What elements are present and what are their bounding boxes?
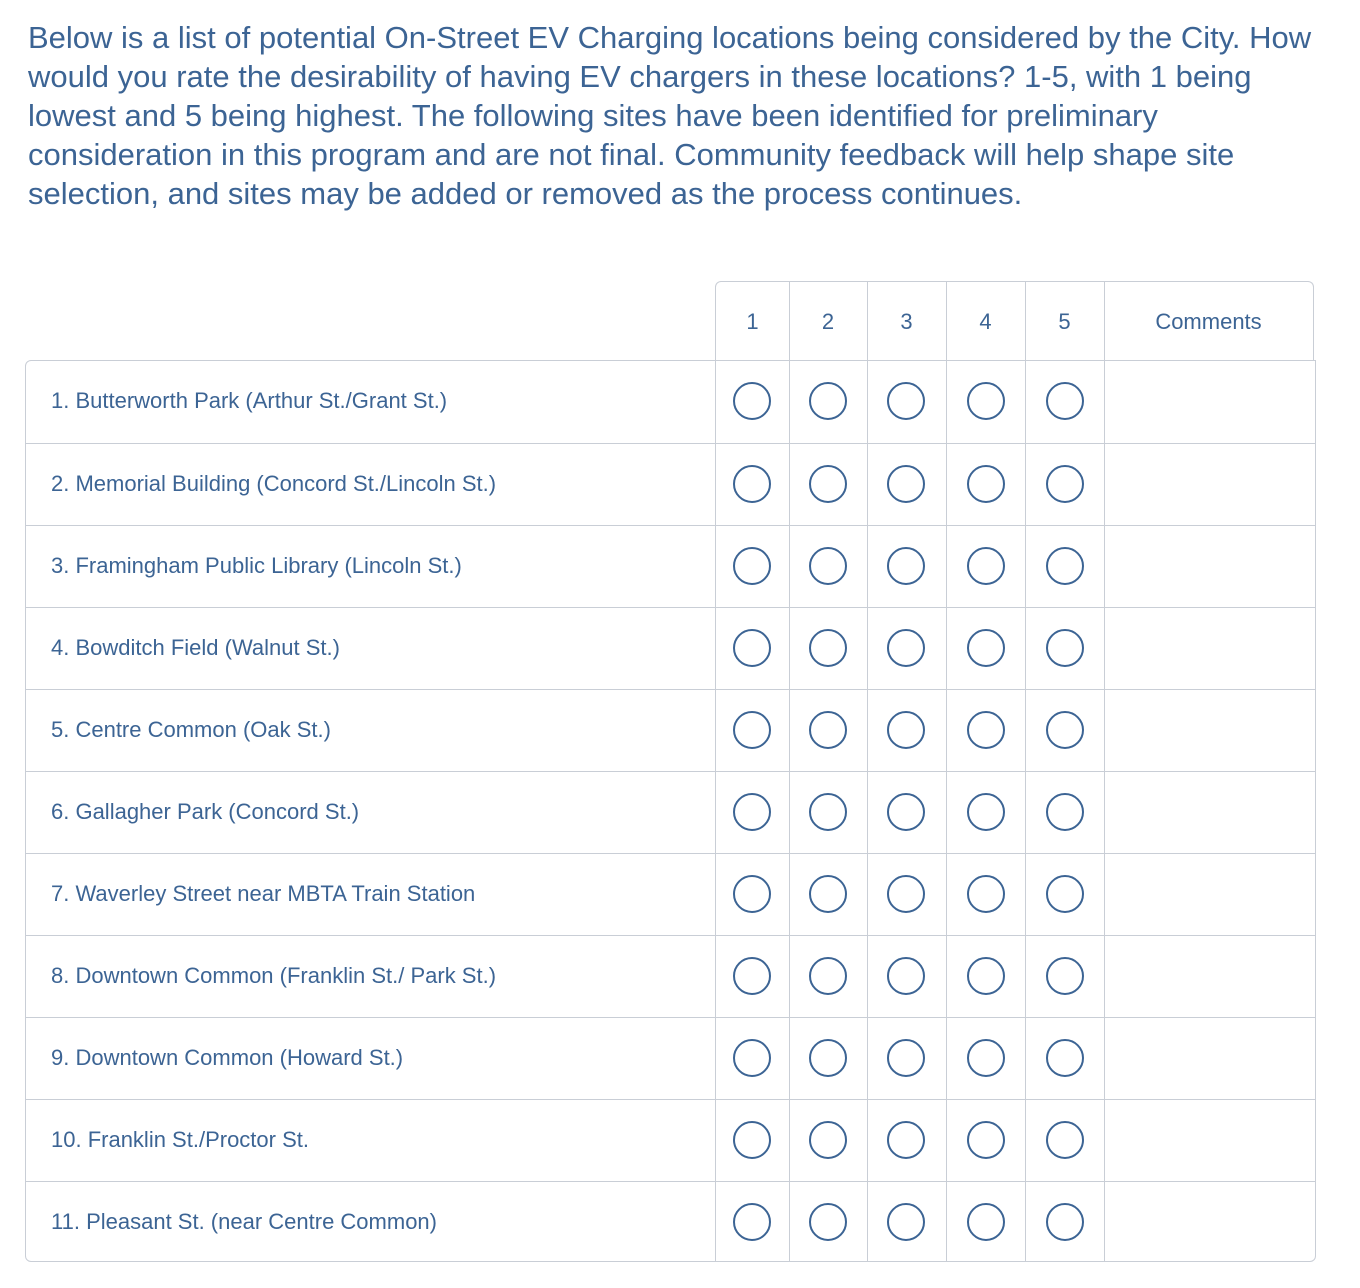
column-divider	[715, 526, 716, 608]
column-divider	[946, 444, 947, 526]
column-divider	[715, 361, 716, 443]
table-row	[26, 1181, 1315, 1262]
rating-radio-2[interactable]	[809, 382, 847, 420]
rating-radio-2[interactable]	[809, 957, 847, 995]
comment-cell[interactable]	[1105, 361, 1315, 441]
table-row	[26, 771, 1315, 853]
column-divider	[789, 1100, 790, 1182]
column-divider	[715, 772, 716, 854]
column-divider	[1025, 1018, 1026, 1100]
column-divider	[789, 526, 790, 608]
comment-cell[interactable]	[1105, 854, 1315, 934]
comment-cell[interactable]	[1105, 526, 1315, 606]
rating-radio-5[interactable]	[1046, 1039, 1084, 1077]
column-divider	[1025, 936, 1026, 1018]
column-header-5: 5	[1058, 308, 1071, 334]
column-divider	[715, 1100, 716, 1182]
column-divider	[1025, 1100, 1026, 1182]
column-divider	[946, 1018, 947, 1100]
rating-radio-4[interactable]	[967, 711, 1005, 749]
rating-radio-1[interactable]	[733, 1203, 771, 1241]
comment-cell[interactable]	[1105, 1100, 1315, 1180]
row-label: 10. Franklin St./Proctor St.	[51, 1127, 309, 1152]
rating-radio-3[interactable]	[887, 1121, 925, 1159]
question-text: Below is a list of potential On-Street EV Charging locations being considered by the City. How would you rate the desirability of having EV chargers in these locations? 1-5, with 1 being lowest and 5 being highest. The following sites have been identified for preliminary consideration in this program and are not final. Community feedback will help shape site selection, and sites may be added or removed as the process continues.	[28, 20, 1312, 211]
rating-radio-4[interactable]	[967, 1039, 1005, 1077]
rating-radio-2[interactable]	[809, 793, 847, 831]
column-divider	[1025, 444, 1026, 526]
rating-radio-1[interactable]	[733, 629, 771, 667]
table-row	[26, 853, 1315, 935]
column-divider	[867, 1100, 868, 1182]
row-label: 4. Bowditch Field (Walnut St.)	[51, 635, 340, 660]
rating-radio-4[interactable]	[967, 547, 1005, 585]
column-divider	[789, 608, 790, 690]
column-divider	[715, 936, 716, 1018]
rating-radio-3[interactable]	[887, 711, 925, 749]
column-divider	[789, 1182, 790, 1262]
column-divider	[946, 1182, 947, 1262]
rating-radio-1[interactable]	[733, 793, 771, 831]
column-divider	[789, 854, 790, 936]
row-label: 8. Downtown Common (Franklin St./ Park St.)	[51, 963, 497, 988]
row-label: 1. Butterworth Park (Arthur St./Grant St.)	[51, 388, 448, 413]
rating-radio-3[interactable]	[887, 629, 925, 667]
rating-radio-5[interactable]	[1046, 1121, 1084, 1159]
column-divider	[1025, 690, 1026, 772]
row-label: 6. Gallagher Park (Concord St.)	[51, 799, 360, 824]
rating-radio-4[interactable]	[967, 629, 1005, 667]
column-divider	[946, 1100, 947, 1182]
rating-radio-2[interactable]	[809, 1203, 847, 1241]
rating-radio-4[interactable]	[967, 1203, 1005, 1241]
rating-radio-5[interactable]	[1046, 793, 1084, 831]
rating-radio-4[interactable]	[967, 1121, 1005, 1159]
column-divider	[1025, 526, 1026, 608]
column-divider	[715, 608, 716, 690]
column-divider	[867, 361, 868, 443]
column-divider	[867, 772, 868, 854]
rating-radio-1[interactable]	[733, 711, 771, 749]
column-header-comments: Comments	[1155, 308, 1262, 334]
row-label: 3. Framingham Public Library (Lincoln St.)	[51, 553, 462, 578]
column-divider	[715, 1182, 716, 1262]
rating-radio-2[interactable]	[809, 1039, 847, 1077]
column-divider	[867, 1182, 868, 1262]
rating-radio-4[interactable]	[967, 465, 1005, 503]
column-divider	[715, 690, 716, 772]
comment-cell[interactable]	[1105, 1018, 1315, 1098]
rating-radio-4[interactable]	[967, 382, 1005, 420]
rating-radio-2[interactable]	[809, 711, 847, 749]
column-divider	[715, 444, 716, 526]
column-divider	[867, 690, 868, 772]
rating-radio-4[interactable]	[967, 793, 1005, 831]
table-row	[26, 607, 1315, 689]
rating-matrix	[25, 281, 1316, 1262]
column-divider	[789, 444, 790, 526]
column-divider	[789, 361, 790, 443]
row-label: 5. Centre Common (Oak St.)	[51, 717, 331, 742]
rating-radio-3[interactable]	[887, 1039, 925, 1077]
rating-radio-3[interactable]	[887, 957, 925, 995]
rating-radio-3[interactable]	[887, 1203, 925, 1241]
column-divider	[867, 608, 868, 690]
row-label: 2. Memorial Building (Concord St./Lincoln St.)	[51, 471, 497, 496]
column-divider	[946, 608, 947, 690]
table-row	[26, 1017, 1315, 1099]
row-label: 7. Waverley Street near MBTA Train Station	[51, 881, 476, 906]
matrix-body	[25, 360, 1316, 1262]
table-row	[26, 361, 1315, 443]
comment-cell[interactable]	[1105, 1182, 1315, 1262]
rating-radio-2[interactable]	[809, 629, 847, 667]
column-header-1: 1	[746, 308, 759, 334]
comment-cell[interactable]	[1105, 772, 1315, 852]
column-divider	[867, 526, 868, 608]
rating-radio-1[interactable]	[733, 1121, 771, 1159]
column-divider	[1025, 1182, 1026, 1262]
rating-radio-3[interactable]	[887, 465, 925, 503]
column-divider	[789, 936, 790, 1018]
table-row	[26, 689, 1315, 771]
comment-cell[interactable]	[1105, 690, 1315, 770]
column-divider	[946, 772, 947, 854]
column-divider	[1025, 608, 1026, 690]
rating-radio-1[interactable]	[733, 875, 771, 913]
column-divider	[789, 1018, 790, 1100]
row-label: 9. Downtown Common (Howard St.)	[51, 1045, 404, 1070]
rating-radio-5[interactable]	[1046, 629, 1084, 667]
column-divider	[715, 854, 716, 936]
row-label: 11. Pleasant St. (near Centre Common)	[51, 1209, 437, 1234]
column-divider	[789, 772, 790, 854]
column-divider	[867, 444, 868, 526]
column-divider	[789, 690, 790, 772]
rating-radio-2[interactable]	[809, 1121, 847, 1159]
column-header-4: 4	[979, 308, 992, 334]
table-row	[26, 443, 1315, 525]
column-divider	[946, 936, 947, 1018]
comment-cell[interactable]	[1105, 936, 1315, 1016]
rating-radio-5[interactable]	[1046, 875, 1084, 913]
rating-radio-5[interactable]	[1046, 711, 1084, 749]
rating-radio-1[interactable]	[733, 465, 771, 503]
rating-radio-1[interactable]	[733, 957, 771, 995]
rating-radio-3[interactable]	[887, 793, 925, 831]
column-divider	[946, 854, 947, 936]
column-divider	[867, 854, 868, 936]
rating-radio-1[interactable]	[733, 547, 771, 585]
column-divider	[1025, 772, 1026, 854]
rating-radio-5[interactable]	[1046, 465, 1084, 503]
column-divider	[867, 936, 868, 1018]
rating-radio-5[interactable]	[1046, 382, 1084, 420]
column-divider	[867, 1018, 868, 1100]
table-row	[26, 935, 1315, 1017]
column-divider	[1025, 361, 1026, 443]
table-row	[26, 1099, 1315, 1181]
rating-radio-2[interactable]	[809, 547, 847, 585]
column-divider	[946, 690, 947, 772]
table-row	[26, 525, 1315, 607]
comment-cell[interactable]	[1105, 608, 1315, 688]
rating-radio-3[interactable]	[887, 547, 925, 585]
column-divider	[715, 1018, 716, 1100]
column-header-2: 2	[821, 308, 835, 334]
rating-radio-3[interactable]	[887, 875, 925, 913]
comment-cell[interactable]	[1105, 444, 1315, 524]
rating-radio-5[interactable]	[1046, 547, 1084, 585]
rating-radio-1[interactable]	[733, 382, 771, 420]
matrix-header	[715, 281, 1314, 360]
rating-radio-5[interactable]	[1046, 957, 1084, 995]
column-divider	[946, 526, 947, 608]
rating-radio-4[interactable]	[967, 957, 1005, 995]
rating-radio-5[interactable]	[1046, 1203, 1084, 1241]
rating-radio-1[interactable]	[733, 1039, 771, 1077]
rating-radio-3[interactable]	[887, 382, 925, 420]
rating-radio-2[interactable]	[809, 875, 847, 913]
rating-radio-2[interactable]	[809, 465, 847, 503]
column-header-3: 3	[900, 308, 913, 334]
rating-radio-4[interactable]	[967, 875, 1005, 913]
column-divider	[946, 361, 947, 443]
column-divider	[1025, 854, 1026, 936]
